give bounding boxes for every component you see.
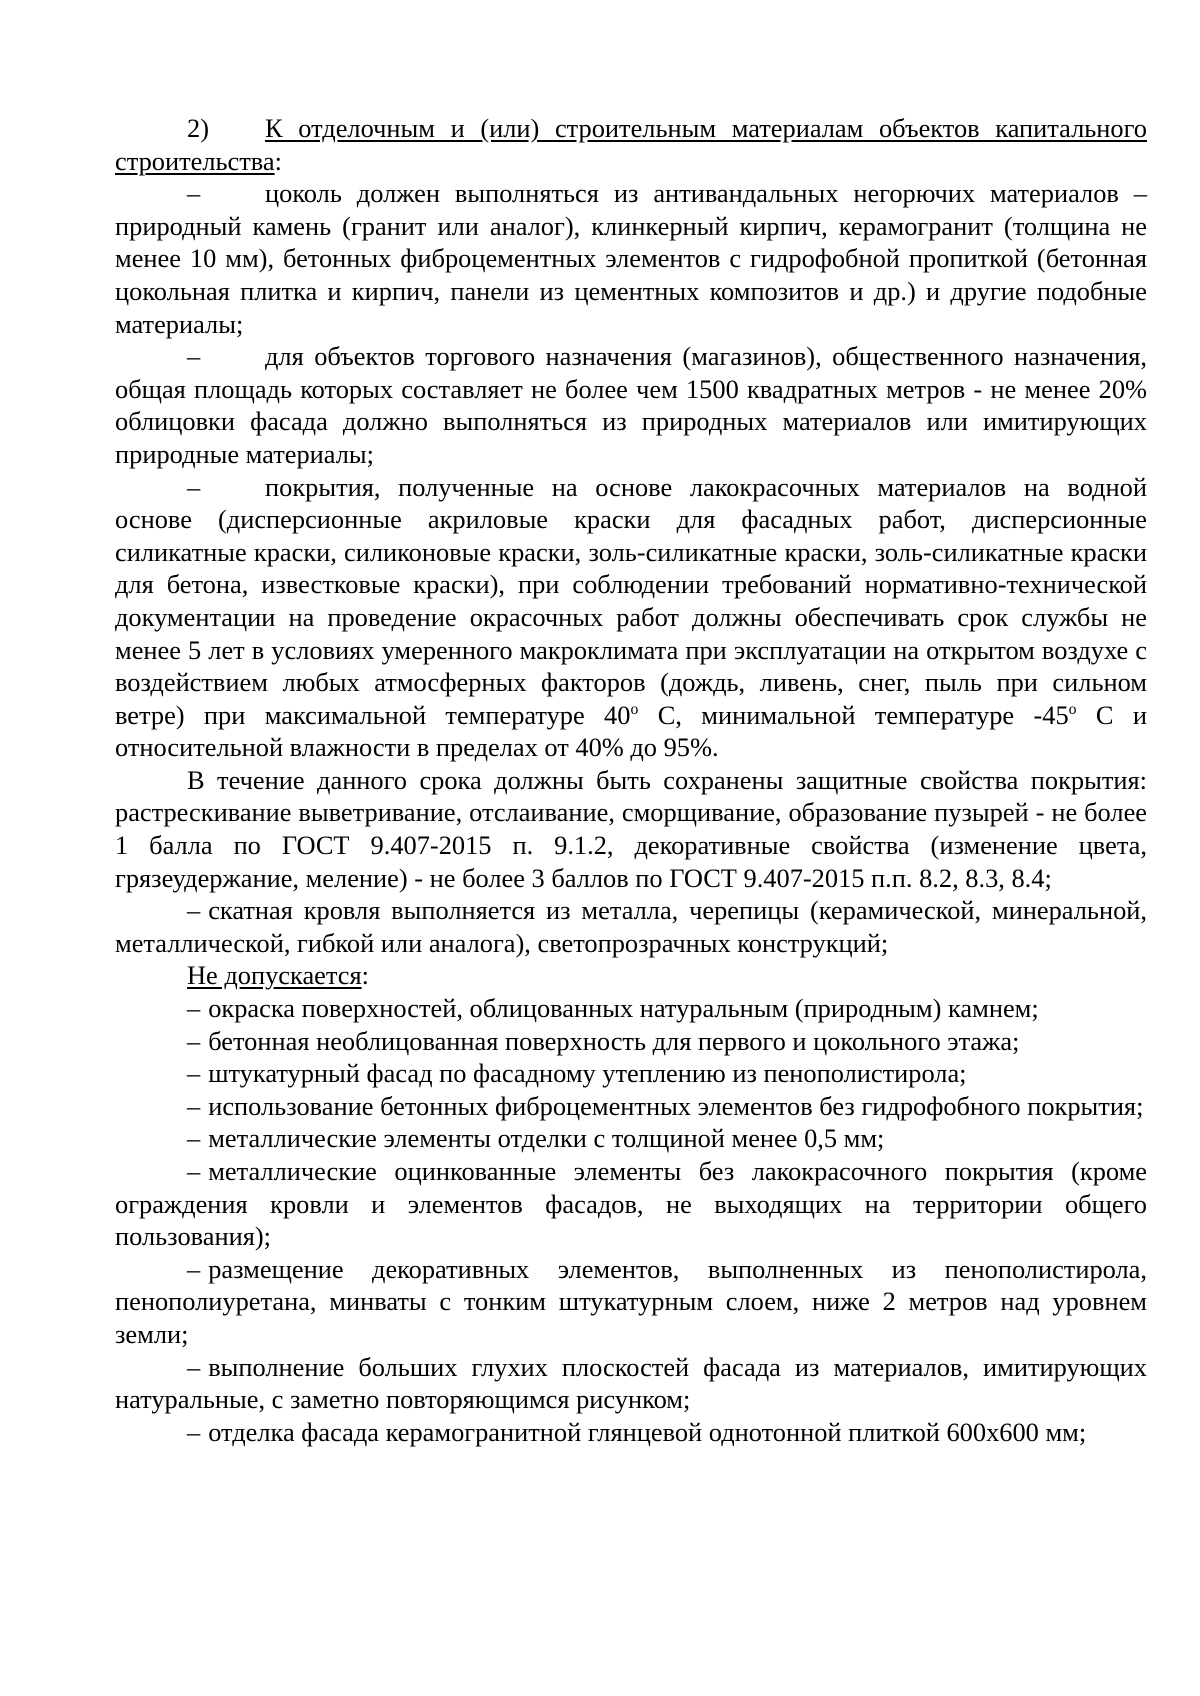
not-allowed-item xyxy=(115,1155,1147,1253)
not-allowed-item xyxy=(115,1416,1147,1449)
section-title-colon: : xyxy=(274,145,282,176)
document-page xyxy=(115,112,1147,1448)
not-allowed-item-text: отделка фасада керамогранитной глянцевой однотонной плиткой 600х600 мм; xyxy=(208,1416,1087,1447)
requirement-text: цоколь должен выполняться из антивандальных негорючих материалов – природный камень (гранит или аналог), клинкерный кирпич, керамогранит (толщина не менее 10 мм), бетонных фиброцементных элементов с гидрофобной пропиткой (бетонная цокольная плитка и кирпич, панели из цементных композитов и др.) и другие подобные материалы; xyxy=(115,178,1147,339)
section-title: К отделочным и (или) строительным материалам объектов капитального строительства xyxy=(115,113,1147,176)
not-allowed-item xyxy=(115,1057,1147,1090)
coatings-text-3: С и относительной влажности в пределах от 40% до 95%. xyxy=(115,699,1147,763)
not-allowed-item xyxy=(115,1351,1147,1416)
dash-marker: – xyxy=(187,1253,201,1284)
not-allowed-item xyxy=(115,1253,1147,1351)
coatings-text-2: С, минимальной температуре -45 xyxy=(638,699,1069,730)
dash-marker: – xyxy=(187,341,201,372)
requirement-roof xyxy=(115,894,1147,959)
not-allowed-item-text: выполнение больших глухих плоскостей фасада из материалов, имитирующих натуральные, с заметно повторяющимся рисунком; xyxy=(115,1351,1147,1415)
degree-sign: o xyxy=(1068,700,1077,718)
not-allowed-item-text: размещение декоративных элементов, выполненных из пенополистирола, пенополиуретана, минваты с тонким штукатурным слоем, ниже 2 метров над уровнем земли; xyxy=(115,1253,1147,1349)
not-allowed-item-text: окраска поверхностей, облицованных натуральным (природным) камнем; xyxy=(208,993,1039,1024)
coatings-text-1: покрытия, полученные на основе лакокрасочных материалов на водной основе (дисперсионные акриловые краски для фасадных работ, дисперсионные силикатные краски, силиконовые краски, золь-силикатные краски, золь-силикатные краски для бетона, известковые краски), при соблюдении требований нормативно-технической документации на проведение окрасочных работ должны обеспечивать срок службы не менее 5 лет в условиях умеренного макроклимата при эксплуатации на открытом воздухе с воздействием любых атмосферных факторов (дождь, ливень, снег, пыль при сильном ветре) при максимальной температуре 40 xyxy=(115,471,1147,730)
requirement-coatings xyxy=(115,471,1147,764)
dash-marker: – xyxy=(187,471,201,502)
requirement-commercial xyxy=(115,340,1147,470)
not-allowed-item-text: использование бетонных фиброцементных элементов без гидрофобного покрытия; xyxy=(208,1090,1144,1121)
dash-marker: – xyxy=(187,1090,201,1121)
dash-marker: – xyxy=(187,1123,201,1154)
not-allowed-item xyxy=(115,1122,1147,1155)
degree-sign: o xyxy=(630,700,639,718)
requirement-text: скатная кровля выполняется из металла, черепицы (керамической, минеральной, металлической, гибкой или аналога), светопрозрачных конструкций; xyxy=(115,895,1147,958)
dash-marker: – xyxy=(187,1156,201,1186)
not-allowed-item xyxy=(115,1090,1147,1123)
section-heading xyxy=(115,112,1147,177)
not-allowed-item-text: штукатурный фасад по фасадному утеплению из пенополистирола; xyxy=(208,1058,967,1089)
dash-marker: – xyxy=(187,993,201,1024)
dash-marker: – xyxy=(187,1025,201,1056)
not-allowed-item-text: металлические элементы отделки с толщиной менее 0,5 мм; xyxy=(208,1123,885,1154)
paragraph-service-term: В течение данного срока должны быть сохранены защитные свойства покрытия: растрескивание выветривание, отслаивание, сморщивание, образование пузырей - не более 1 балла по ГОСТ 9.407-2015 п. 9.1.2, декоративные свойства (изменение цвета, грязеудержание, меление) - не более 3 баллов по ГОСТ 9.407-2015 п.п. 8.2, 8.3, 8.4; xyxy=(115,764,1147,893)
not-allowed-item xyxy=(115,992,1147,1025)
dash-marker: – xyxy=(187,178,201,209)
not-allowed-item xyxy=(115,1025,1147,1058)
not-allowed-colon: : xyxy=(361,960,369,991)
dash-marker: – xyxy=(187,1058,201,1089)
dash-marker: – xyxy=(187,1416,201,1447)
section-number: 2) xyxy=(187,113,209,143)
dash-marker: – xyxy=(187,895,201,926)
not-allowed-title: Не допускается xyxy=(187,960,362,991)
dash-marker: – xyxy=(187,1351,201,1382)
requirement-plinth xyxy=(115,177,1147,340)
not-allowed-item-text: бетонная необлицованная поверхность для первого и цокольного этажа; xyxy=(208,1025,1020,1056)
not-allowed-heading xyxy=(115,959,1147,992)
not-allowed-item-text: металлические оцинкованные элементы без лакокрасочного покрытия (кроме ограждения кровли и элементов фасадов, не выходящих на территории общего пользования); xyxy=(115,1156,1147,1252)
requirement-text: для объектов торгового назначения (магазинов), общественного назначения, общая площадь которых составляет не более чем 1500 квадратных метров - не менее 20% облицовки фасада должно выполняться из природных материалов или имитирующих природные материалы; xyxy=(115,341,1147,469)
